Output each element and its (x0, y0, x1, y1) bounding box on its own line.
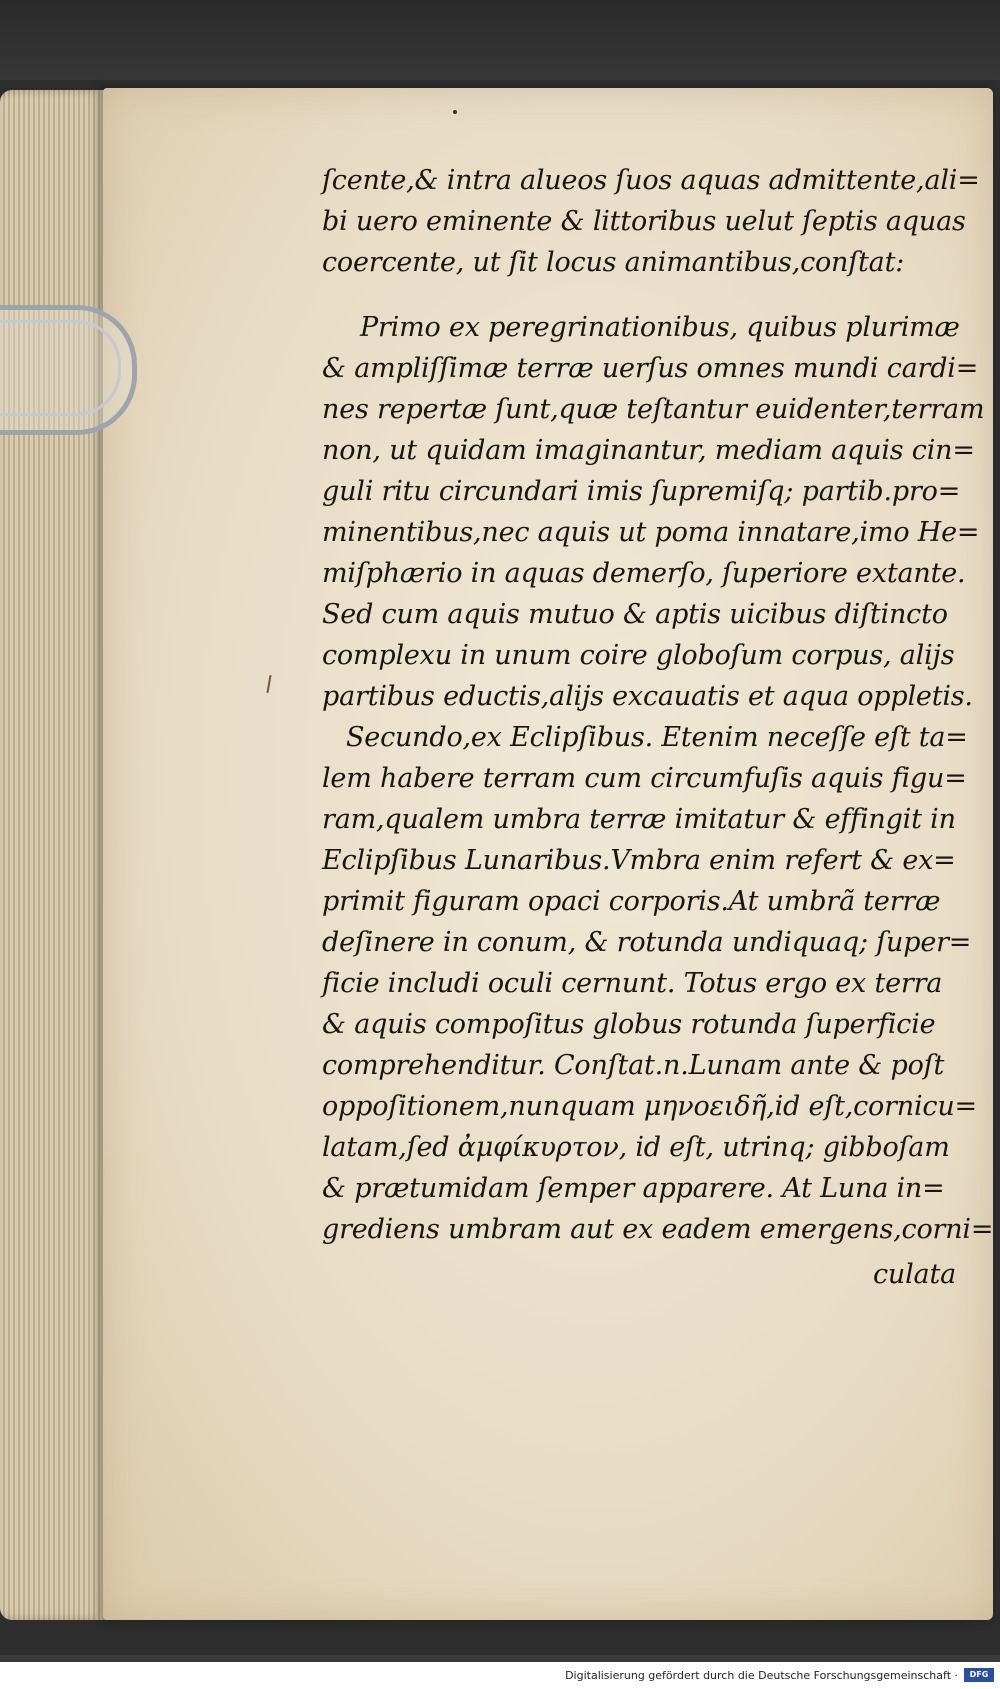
text-line: lem habere terram cum circumfuſis aquis figu= (322, 763, 967, 794)
text-line: guli ritu circundari imis ſupremiſq; partib.pro= (322, 476, 961, 507)
text-line: nes repertæ ſunt,quæ teſtantur euidenter,terram (322, 394, 985, 425)
text-line: deſinere in conum, & rotunda undiquaq; ſuper= (322, 927, 972, 958)
text-line: Sed cum aquis mutuo & aptis uicibus diſtincto (322, 599, 948, 630)
text-line: primit figuram opaci corporis.At umbrã terræ (322, 886, 941, 917)
footer-bar (0, 1662, 1000, 1689)
text-line: Secundo,ex Eclipſibus. Etenim neceſſe eſt ta= (346, 722, 968, 753)
text-line: bi uero eminente & littoribus uelut ſeptis aquas (322, 206, 966, 237)
page-dot-mark (453, 110, 457, 114)
text-line: partibus eductis,alijs excauatis et aqua oppletis. (322, 681, 973, 712)
footer-credit: Digitalisierung gefördert durch die Deutsche Forschungsgemeinschaft · (565, 1669, 958, 1682)
text-line: oppoſitionem,nunquam μηνοειδῆ,id eſt,cornicu= (322, 1091, 977, 1122)
text-line: latam,ſed ἀμφίκυρτον, id eſt, utrinq; gibboſam (322, 1132, 950, 1163)
text-line: miſphærio in aquas demerſo, ſuperiore extante. (322, 558, 966, 589)
paper-clip-inner (0, 320, 121, 416)
page-text (322, 160, 994, 1295)
text-line: ram,qualem umbra terræ imitatur & effingit in (322, 804, 956, 835)
text-line: Eclipſibus Lunaribus.Vmbra enim refert & ex= (322, 845, 956, 876)
text-line: & aquis compoſitus globus rotunda ſuperficie (322, 1009, 936, 1040)
text-line: grediens umbram aut ex eadem emergens,corni= (322, 1214, 994, 1245)
text-line: Primo ex peregrinationibus, quibus plurimæ (360, 312, 960, 343)
text-line: non, ut quidam imaginantur, mediam aquis cin= (322, 435, 975, 466)
text-line: complexu in unum coire globoſum corpus, alijs (322, 640, 955, 671)
text-line: ficie includi oculi cernunt. Totus ergo ex terra (322, 968, 943, 999)
text-line: coercente, ut ſit locus animantibus,conſtat: (322, 247, 905, 278)
text-line: & ampliſſimæ terræ uerſus omnes mundi cardi= (322, 353, 979, 384)
text-line: comprehenditur. Conſtat.n.Lunam ante & poſt (322, 1050, 945, 1081)
text-line: minentibus,nec aquis ut poma innatare,imo He= (322, 517, 980, 548)
text-line: ſcente,& intra alueos ſuos aquas admittente,ali= (322, 165, 980, 196)
dfg-logo: DFG (964, 1668, 994, 1682)
text-line: & prætumidam ſemper apparere. At Luna in= (322, 1173, 945, 1204)
catchword: culata (873, 1259, 956, 1290)
